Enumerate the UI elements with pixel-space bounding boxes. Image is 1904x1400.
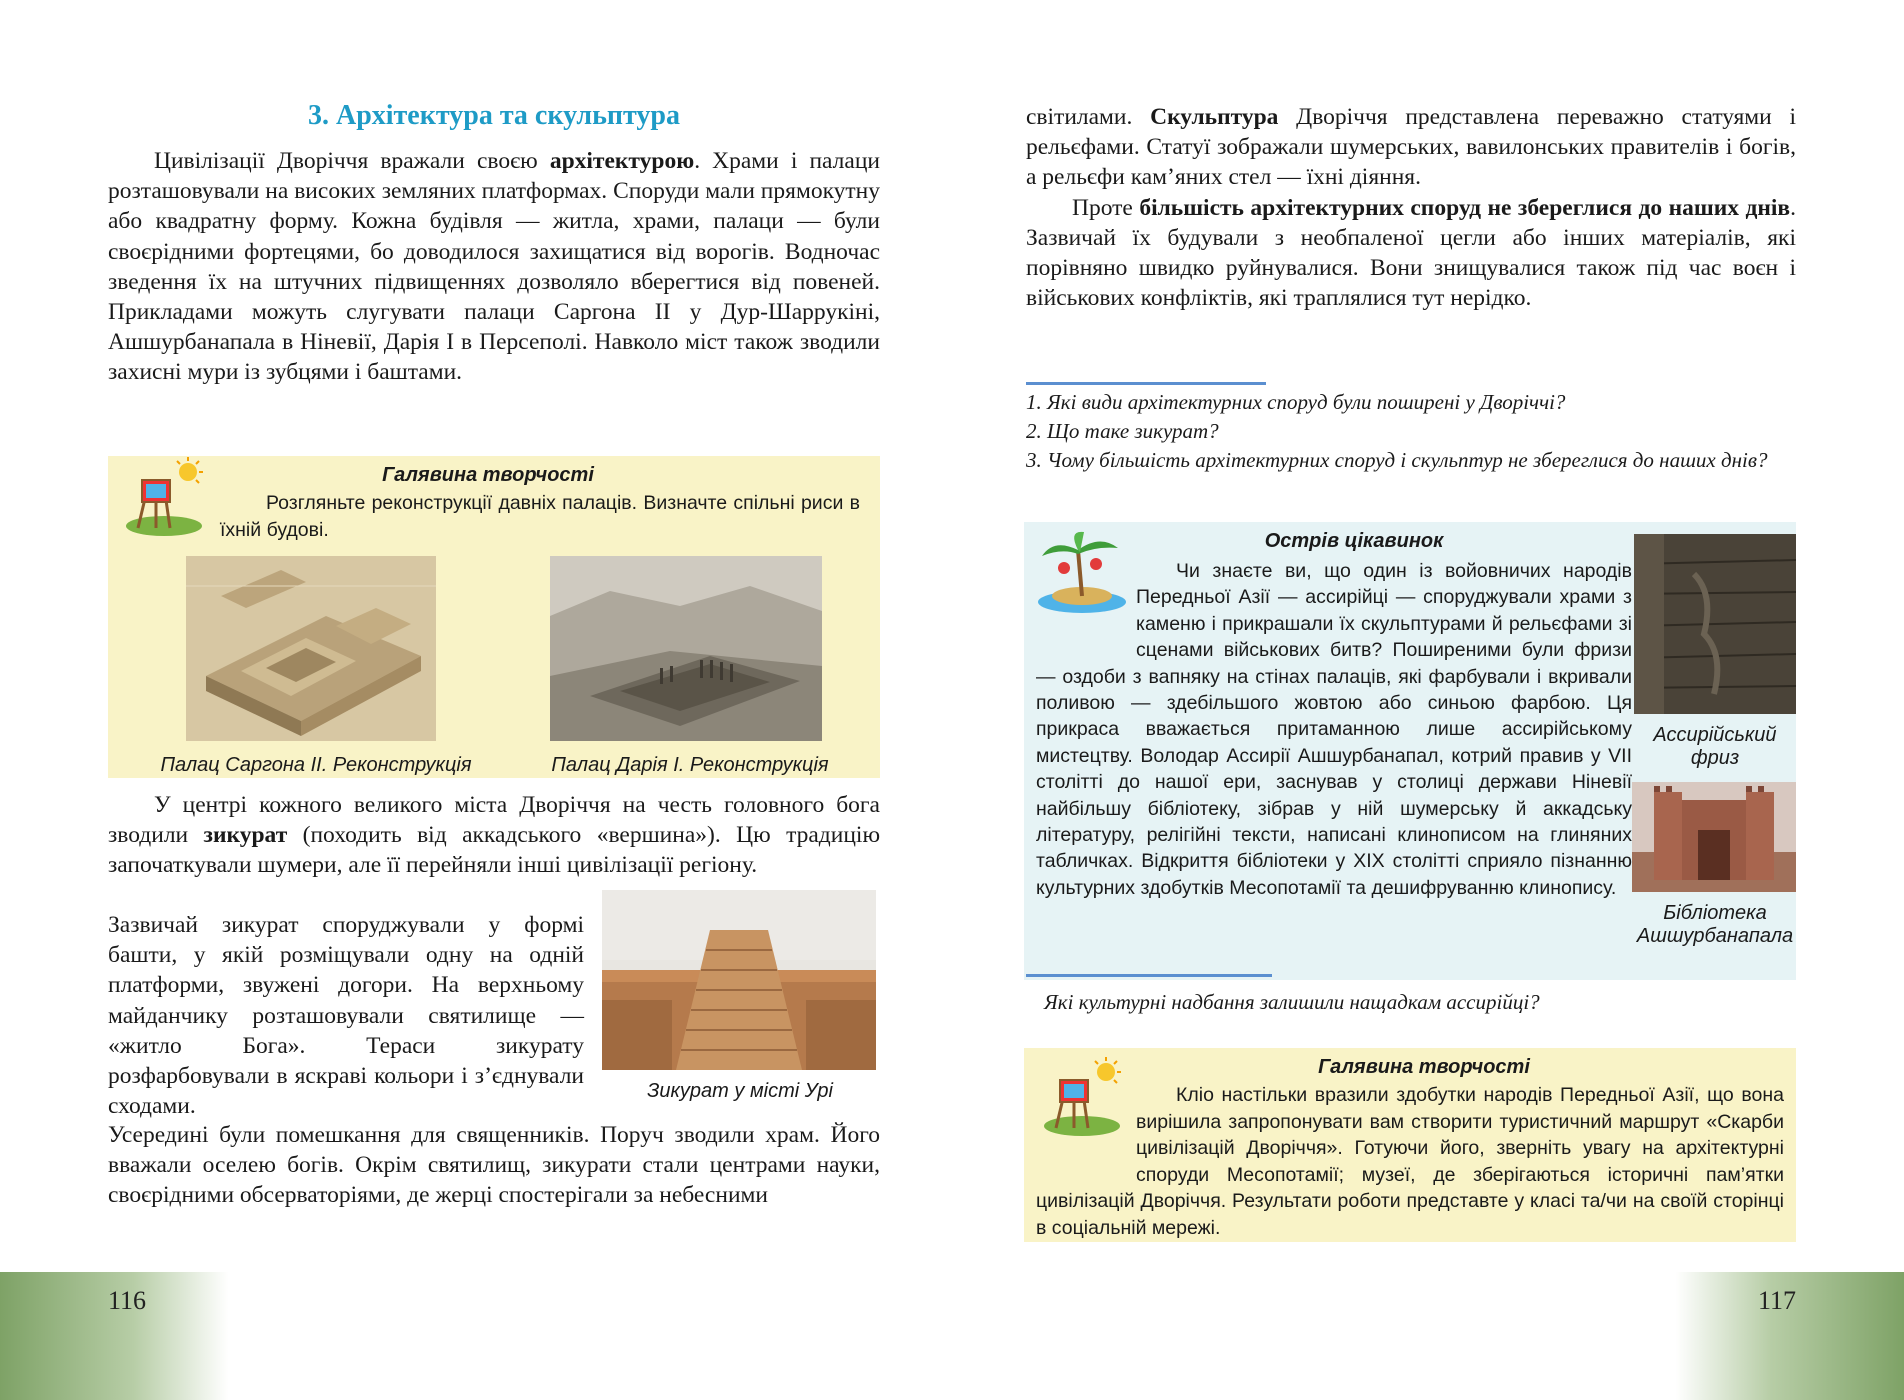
box-title: Галявина творчості bbox=[382, 464, 594, 486]
ziggurat-ur-image bbox=[602, 890, 876, 1070]
page-number: 117 bbox=[1757, 1286, 1796, 1315]
caption-sargon: Палац Саргона II. Реконструкція bbox=[160, 754, 472, 776]
caption-frieze: Ассирійський фриз bbox=[1653, 724, 1777, 769]
caption-library: Бібліотека Ашшурбанапала bbox=[1636, 902, 1794, 947]
island-title: Острів цікавинок bbox=[1264, 530, 1444, 552]
review-questions bbox=[1026, 388, 1796, 475]
sargon-palace-image bbox=[186, 556, 436, 741]
creativity-box bbox=[1024, 1048, 1796, 1242]
caption-ziggurat: Зикурат у місті Урі bbox=[647, 1080, 833, 1102]
divider bbox=[1026, 974, 1272, 977]
paragraph-sculpture: світилами. Скульптура Дворіччя представлена переважно статуями і рельєфами. Статуї зображали шумерських, вавилонських правителів і богів, а рельєфи кам’яних стел — їхні діяння. Проте більшість архітектурних споруд не збереглися до наших днів. Зазвичай їх будували з необпаленої цегли або інших матеріалів, які порівняно швидко руйнувалися. Вони знищувалися також під час воєн і військових конфліктів, які траплялися тут нерідко. bbox=[1026, 104, 1796, 312]
box-text: Розгляньте реконструкції давніх палаців. Визначте спільні риси в їхній будові. bbox=[220, 492, 860, 541]
page-number: 116 bbox=[108, 1286, 147, 1315]
paragraph-architecture: Цивілізації Дворіччя вражали своєю архітектурою. Храми і палаци розташовували на високих земляних платформах. Споруди мали прямокутну або квадратну форму. Кожна будівля — житла, храми, палаци — були своєрідними фортецями, бо доводилося захищатися від ворогів. Водночас зведення їх на штучних підвищеннях дозволяло вберегтися від повеней. Прикладами можуть слугувати палаци Саргона II у Дур-Шаррукіні, Ашшурбанапала в Ніневії, Дарія I в Персеполі. Навколо міст також зводили захисні мури із зубцями і баштами. bbox=[108, 148, 880, 386]
creativity-box bbox=[108, 456, 880, 778]
question-3: 3. Чому більшість архітектурних споруд і скульптур не збереглися до наших днів? bbox=[1026, 448, 1768, 472]
ashurbanipal-library-image bbox=[1632, 782, 1796, 892]
island-box bbox=[1024, 522, 1796, 980]
paragraph-ziggurat-cont: Усередині були помешкання для священників. Поруч зводили храм. Його вважали оселею богів. Окрім святилищ, зикурати стали центрами науки, своєрідними обсерваторіями, де жерці спостерігали за небесними bbox=[108, 1122, 880, 1209]
assyrian-frieze-image bbox=[1634, 534, 1796, 714]
divider bbox=[1026, 382, 1266, 385]
paragraph-ziggurat-wrap: Зазвичай зикурат споруджували у формі башти, у якій розміщували одну на одній платформи, звужені догори. На верхньому майданчику розташовували святилище — «житло Бога». Тераси зикурату розфарбовували в яскраві кольори і з’єднували сходами. bbox=[108, 912, 584, 1120]
easel-sun-icon bbox=[118, 456, 210, 538]
island-text: Чи знаєте ви, що один із войовничих народів Передньої Азії — ассирійці — споруджували храми з каменю і прикрашали їх скульптурами й рельєфами зі сценами військових битв? Поширеними були фризи — оздоби з вапняку на стінах палаців, які фарбували і вкривали поливою — здебільшого жовтою або синьою фарбою. Ця прикраса вважається притаманною лише ассирійському мистецтву. Володар Ассирії Ашшурбанапал, котрий правив у VII столітті до нашої ери, заснував у столиці держави Ніневії найбільшу бібліотеку, зібрав у ній шумерську й аккадську літературу, релігійні тексти, написані клинописом на глиняних табличках. Відкриття бібліотеки у XIX столітті сприяло пізнанню культурних здобутків Месопотамії та дешифруванню клинопису. bbox=[1036, 560, 1632, 899]
caption-darius: Палац Дарія I. Реконструкція bbox=[551, 754, 829, 776]
question-2: 2. Що таке зикурат? bbox=[1026, 419, 1219, 443]
paragraph-ziggurat: У центрі кожного великого міста Дворіччя на честь головного бога зводили зикурат (походить від аккадського «вершина»). Цю традицію започаткували шумери, але її перейняли інші цивілізації регіону. bbox=[108, 792, 880, 879]
box-title: Галявина творчості bbox=[1318, 1056, 1530, 1078]
box-text: Кліо настільки вразили здобутки народів Передньої Азії, що вона вирішила запропонувати вам створити туристичний маршрут «Скарби цивілізацій Дворіччя». Готуючи його, зверніть увагу на архітектурні споруди Месопотамії; музеї, де зберігаються історичні пам’ятки цивілізацій Дворіччя. Результати роботи представте у класі та/чи на своїй сторінці в соціальній мережі. bbox=[1036, 1084, 1784, 1239]
question-1: 1. Які види архітектурних споруд були поширені у Дворіччі? bbox=[1026, 390, 1566, 414]
darius-palace-image bbox=[550, 556, 822, 741]
section-heading: 3. Архітектура та скульптура bbox=[307, 100, 680, 131]
island-question: Які культурні надбання залишили нащадкам ассирійці? bbox=[1044, 990, 1540, 1014]
